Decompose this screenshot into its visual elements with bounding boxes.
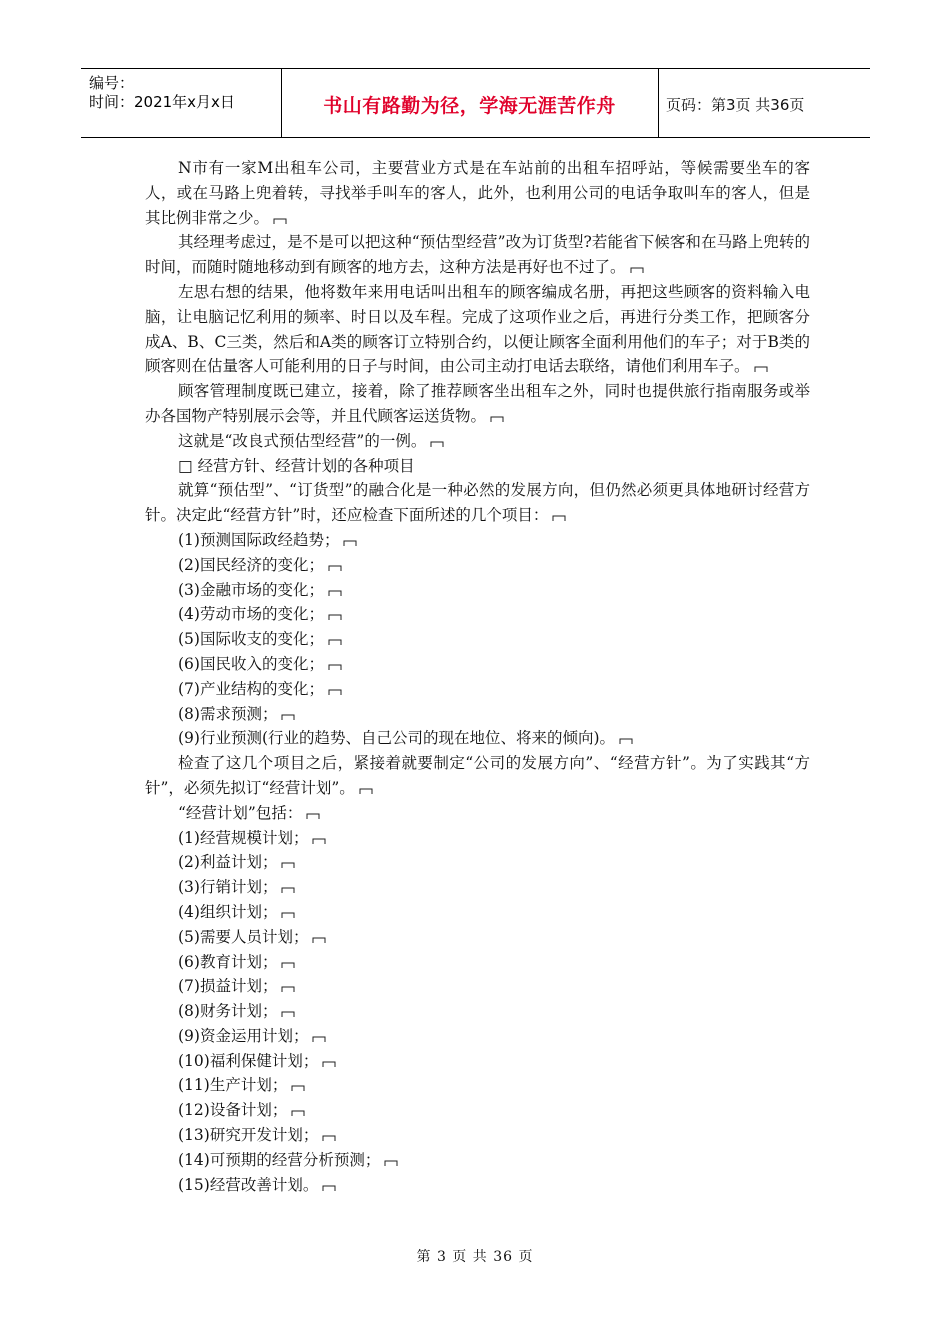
paragraph-mark-icon	[328, 689, 342, 696]
paragraph: 左思右想的结果，他将数年来用电话叫出租车的顾客编成名册，再把这些顾客的资料输入电脑，让电脑记忆利用的频率、时日以及车程。完成了这项作业之后，再进行分类工作，把顾客分成A、B、C三类，然后和A类的顾客订立特别合约，以便让顾客全面利用他们的车子；对于B类的顾客则在估量客人可能利用的日子与时间，由公司主动打电话去联络，请他们利用车子。	[145, 282, 810, 376]
date-label: 时间：2021年x月x日	[89, 93, 235, 111]
plan-item: (11)生产计划；	[145, 1073, 810, 1098]
paragraph-mark-icon	[328, 664, 342, 671]
paragraph-mark-icon	[281, 862, 295, 869]
checklist-item: (5)国际收支的变化；	[145, 627, 810, 652]
plan-intro: “经营计划”包括：	[145, 801, 810, 826]
paragraph-mark-icon	[552, 515, 566, 522]
motto: 书山有路勤为径，学海无涯苦作舟	[323, 95, 616, 117]
paragraph-mark-icon	[281, 986, 295, 993]
paragraph-mark-icon	[754, 366, 768, 373]
paragraph-mark-icon	[384, 1160, 398, 1167]
plan-item: (6)教育计划；	[145, 950, 810, 975]
paragraph-mark-icon	[430, 441, 444, 448]
paragraph-mark-icon	[328, 614, 342, 621]
document-body	[145, 156, 810, 1197]
paragraph-mark-icon	[322, 1061, 336, 1068]
paragraph: 这就是“改良式预估型经营”的一例。	[145, 429, 810, 454]
header-divider	[658, 69, 659, 137]
checklist-item: (4)劳动市场的变化；	[145, 602, 810, 627]
paragraph-mark-icon	[281, 1011, 295, 1018]
number-label: 编号：	[89, 74, 135, 92]
checklist-item: (2)国民经济的变化；	[145, 553, 810, 578]
plan-item: (4)组织计划；	[145, 900, 810, 925]
plan-item: (10)福利保健计划；	[145, 1049, 810, 1074]
plan-item: (14)可预期的经营分析预测；	[145, 1148, 810, 1173]
paragraph-mark-icon	[328, 565, 342, 572]
checklist-item: (9)行业预测(行业的趋势、自己公司的现在地位、将来的倾向)。	[145, 726, 810, 751]
paragraph: 就算“预估型”、“订货型”的融合化是一种必然的发展方向，但仍然必须更具体地研讨经营方针。决定此“经营方针”时，还应检查下面所述的几个项目：	[145, 481, 810, 525]
checklist-item: (6)国民收入的变化；	[145, 652, 810, 677]
paragraph-mark-icon	[281, 714, 295, 721]
paragraph-mark-icon	[291, 1110, 305, 1117]
paragraph: 检查了这几个项目之后，紧接着就要制定“公司的发展方向”、“经营方针”。为了实践其“方针”，必须先拟订“经营计划”。	[145, 754, 810, 797]
plan-item: (8)财务计划；	[145, 999, 810, 1024]
checklist-item: (1)预测国际政经趋势；	[145, 528, 810, 553]
paragraph-mark-icon	[306, 813, 320, 820]
paragraph-mark-icon	[359, 788, 373, 795]
paragraph: 顾客管理制度既已建立，接着，除了推荐顾客坐出租车之外，同时也提供旅行指南服务或举办各国物产特别展示会等，并且代顾客运送货物。	[145, 382, 810, 425]
checklist	[145, 528, 810, 751]
plan-item: (9)资金运用计划；	[145, 1024, 810, 1049]
paragraph-mark-icon	[343, 540, 357, 547]
plan-list	[145, 826, 810, 1198]
paragraph-mark-icon	[281, 887, 295, 894]
checklist-item: (7)产业结构的变化；	[145, 677, 810, 702]
paragraph-mark-icon	[273, 218, 287, 225]
plan-item: (3)行销计划；	[145, 875, 810, 900]
plan-item: (2)利益计划；	[145, 850, 810, 875]
plan-item: (1)经营规模计划；	[145, 826, 810, 851]
plan-item: (13)研究开发计划；	[145, 1123, 810, 1148]
paragraph-mark-icon	[328, 590, 342, 597]
paragraph: N市有一家M出租车公司，主要营业方式是在车站前的出租车招呼站，等候需要坐车的客人，或在马路上兜着转，寻找举手叫车的客人，此外，也利用公司的电话争取叫车的客人，但是其比例非常之少。	[145, 159, 810, 227]
paragraph-mark-icon	[281, 912, 295, 919]
checklist-item: (8)需求预测；	[145, 702, 810, 727]
paragraph-mark-icon	[322, 1135, 336, 1142]
plan-item: (15)经营改善计划。	[145, 1173, 810, 1198]
header-table	[81, 68, 870, 138]
checklist-item: (3)金融市场的变化；	[145, 578, 810, 603]
page-info: 页码：第3页 共36页	[666, 96, 805, 114]
plan-item: (7)损益计划；	[145, 974, 810, 999]
paragraph-mark-icon	[490, 416, 504, 423]
paragraph-mark-icon	[312, 937, 326, 944]
plan-item: (5)需要人员计划；	[145, 925, 810, 950]
paragraph-mark-icon	[619, 738, 633, 745]
paragraph: 其经理考虑过，是不是可以把这种“预估型经营”改为订货型?若能省下候客和在马路上兜转的时间，而随时随地移动到有顾客的地方去，这种方法是再好也不过了。	[145, 233, 810, 277]
paragraph-mark-icon	[630, 267, 644, 274]
section-heading: □ 经营方针、经营计划的各种项目	[178, 456, 415, 475]
paragraph-mark-icon	[312, 838, 326, 845]
page-footer: 第 3 页 共 36 页	[416, 1249, 534, 1265]
plan-item: (12)设备计划；	[145, 1098, 810, 1123]
paragraph-mark-icon	[291, 1085, 305, 1092]
paragraph-mark-icon	[322, 1185, 336, 1192]
paragraph-mark-icon	[312, 1036, 326, 1043]
paragraph-mark-icon	[328, 639, 342, 646]
paragraph-mark-icon	[281, 962, 295, 969]
